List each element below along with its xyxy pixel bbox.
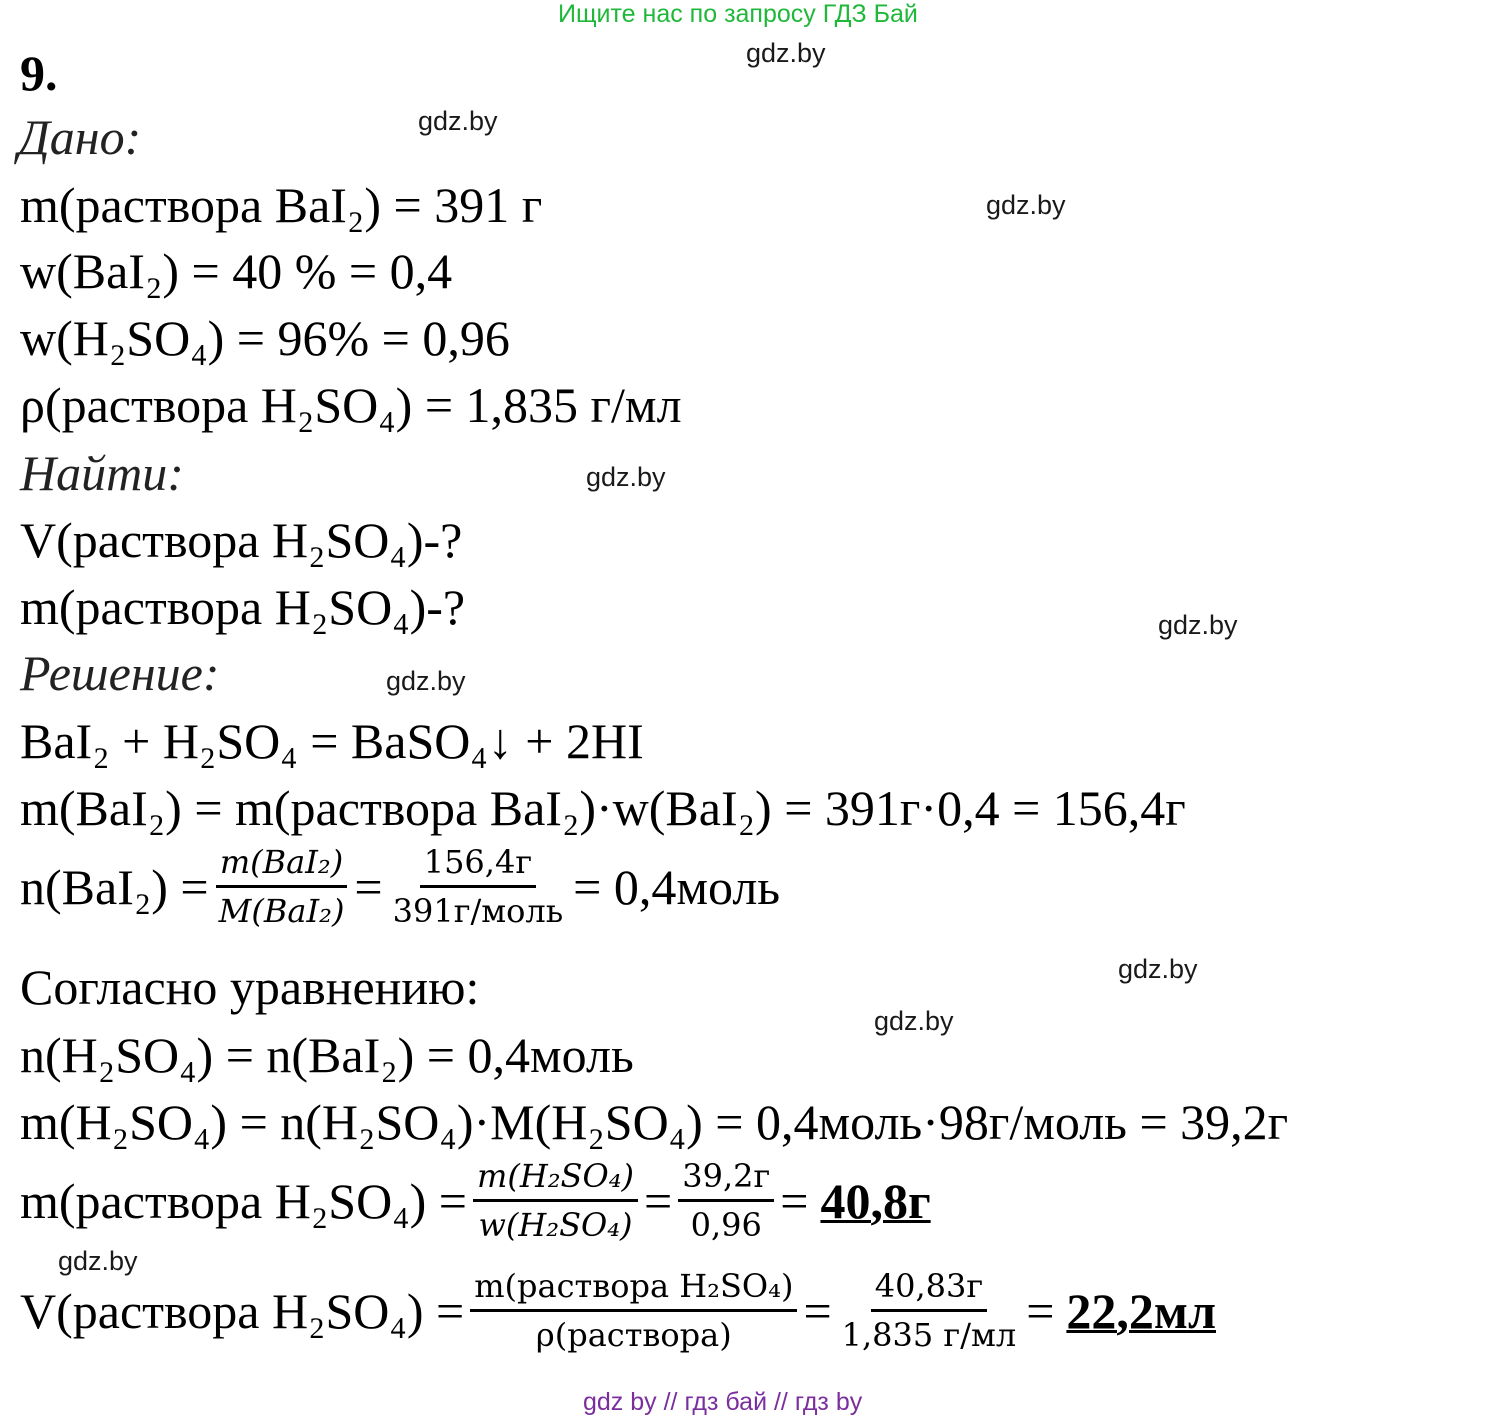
moles-bai2-line (20, 842, 780, 931)
watermark: gdz.by (586, 462, 666, 492)
formula-lhs: n(BaI₂) = (20, 858, 209, 915)
formula-rhs: = 0,4моль (573, 858, 781, 915)
watermark: gdz.by (874, 1006, 954, 1036)
given-line: ρ(раствора H₂SO₄) = 1,835 г/мл (20, 377, 682, 433)
fraction (838, 1266, 1021, 1355)
solution-header: Решение: (20, 645, 220, 701)
fraction (215, 842, 349, 931)
watermark: gdz.by (1118, 954, 1198, 984)
fraction-numerator: m(H₂SO₄) (473, 1156, 638, 1202)
fraction (389, 842, 568, 931)
watermark: gdz.by (418, 106, 498, 136)
fraction-denominator: 391г/моль (392, 892, 564, 930)
formula-lhs: V(раствора H₂SO₄) = (20, 1282, 465, 1339)
fraction-denominator: ρ(раствора) (535, 1316, 732, 1354)
given-header: Дано: (18, 109, 142, 165)
watermark: gdz.by (986, 190, 1066, 220)
according-text: Согласно уравнению: (20, 959, 480, 1015)
fraction-denominator: M(BaI₂) (218, 892, 345, 930)
watermark: gdz.by (1158, 610, 1238, 640)
moles-h2so4-line: n(H₂SO₄) = n(BaI₂) = 0,4моль (20, 1027, 634, 1083)
bottom-banner: gdz by // гдз бай // гдз by (583, 1388, 863, 1416)
given-line: m(раствора BaI₂) = 391 г (20, 177, 543, 233)
fraction-numerator: m(раствора H₂SO₄) (470, 1266, 797, 1312)
formula-lhs: m(раствора H₂SO₄) = (20, 1172, 467, 1229)
fraction-numerator: 156,4г (420, 842, 536, 888)
equals-sign: = (354, 858, 383, 915)
fraction-numerator: 39,2г (678, 1156, 774, 1202)
fraction-denominator: 0,96 (690, 1206, 762, 1244)
answer-mass: 40,8г (820, 1172, 931, 1229)
fraction (473, 1156, 638, 1245)
given-line: w(H₂SO₄) = 96% = 0,96 (20, 310, 510, 366)
equals-sign: = (780, 1172, 809, 1229)
equals-sign: = (1026, 1282, 1055, 1339)
mass-bai2-line: m(BaI₂) = m(раствора BaI₂)·w(BaI₂) = 391г·0,4 = 156,4г (20, 780, 1186, 836)
fraction-denominator: 1,835 г/мл (841, 1316, 1017, 1354)
equals-sign: = (803, 1282, 832, 1339)
fraction-denominator: w(H₂SO₄) (478, 1206, 633, 1244)
reaction-equation: BaI₂ + H₂SO₄ = BaSO₄↓ + 2HI (20, 713, 644, 769)
fraction-numerator: 40,83г (871, 1266, 987, 1312)
mass-h2so4-line: m(H₂SO₄) = n(H₂SO₄)·M(H₂SO₄) = 0,4моль·98г/моль = 39,2г (20, 1094, 1289, 1150)
watermark: gdz.by (386, 666, 466, 696)
answer-volume: 22,2мл (1066, 1282, 1216, 1339)
fraction (470, 1266, 797, 1355)
watermark: gdz.by (58, 1246, 138, 1276)
watermark: gdz.by (746, 38, 826, 68)
equals-sign: = (644, 1172, 673, 1229)
given-line: w(BaI₂) = 40 % = 0,4 (20, 243, 453, 299)
find-line: V(раствора H₂SO₄)-? (20, 512, 463, 568)
top-banner: Ищите нас по запросу ГДЗ Бай (558, 0, 918, 28)
find-header: Найти: (20, 445, 184, 501)
find-line: m(раствора H₂SO₄)-? (20, 579, 466, 635)
fraction (678, 1156, 774, 1245)
volume-solution-line (20, 1266, 1216, 1355)
mass-solution-line (20, 1156, 931, 1245)
fraction-numerator: m(BaI₂) (216, 842, 347, 888)
problem-number: 9. (20, 45, 58, 101)
